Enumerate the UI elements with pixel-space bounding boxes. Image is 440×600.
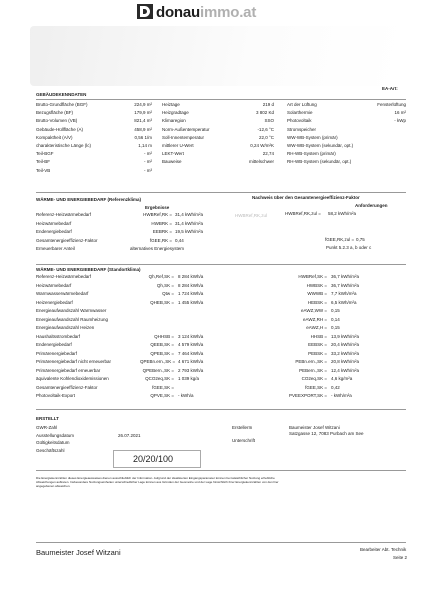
sk-symbol: QPEBern.,SK = xyxy=(142,367,174,373)
nachweis-heading: Nachweis über den Gesamtenergieeffizienz-Faktor xyxy=(252,195,360,200)
sk-label: Energieaufwandszahl Heizen xyxy=(36,325,95,330)
sk-right-symbol: HEBSK = xyxy=(307,299,327,305)
erstellt-label: Ausstellungsdatum xyxy=(36,432,75,438)
ersteller-address: Satzgasse 12, 7083 Purbach am See xyxy=(289,431,364,436)
sk-right-value: 0,15 xyxy=(331,308,340,313)
geb-value: - m² xyxy=(144,159,152,165)
ergebnisse-label: Ergebnisse xyxy=(145,205,170,210)
erstellt-label: GWR-Zahl xyxy=(36,425,58,430)
footer-name: Baumeister Josef Witzani xyxy=(36,548,121,557)
geb-label: RH-WB-System (sekundär, opt.) xyxy=(287,159,352,165)
punkt-text: Punkt 5.2.3 a, b oder c xyxy=(326,245,372,250)
sk-value: 1 455 kWh/a xyxy=(178,299,204,305)
sk-label: äquivalente Kohlendioxidemissionen xyxy=(36,376,109,381)
sk-value: - kWh/a xyxy=(178,393,194,398)
ref-label: Referenz-Heizwärmebedarf xyxy=(36,212,92,217)
geb-value: 219 d xyxy=(262,102,274,107)
req-hwb-symbol: HWBRef,RK,zul = xyxy=(285,211,321,216)
section-heading-geb: GEBÄUDEKENNDATEN xyxy=(36,92,87,97)
anforderungen-label: Anforderungen xyxy=(355,203,388,208)
geb-label: Brutto-Volumen (VB) xyxy=(36,118,78,124)
geb-value: 16 m² xyxy=(394,110,406,116)
sk-label: Gesamtenergieeffizienz-Faktor xyxy=(36,384,98,390)
geb-label: RH-WB-System (primär) xyxy=(287,151,336,157)
sk-right-value: 0,15 xyxy=(331,325,340,330)
geb-label: Teil-BGF xyxy=(36,151,54,157)
sk-right-symbol: EEBSK = xyxy=(308,342,327,347)
ref-symbol: EEBRK = xyxy=(152,229,172,234)
geb-value: Fensterlüftung xyxy=(377,102,406,107)
geb-label: Heiztage xyxy=(162,102,180,107)
sk-right-value: 0,42 xyxy=(331,384,340,390)
ref-label: Heizwärmebedarf xyxy=(36,220,72,226)
logo-text xyxy=(156,5,256,20)
sk-label: Energieaufwandszahl Raumheizung xyxy=(36,316,109,322)
sk-right-symbol: WWWB = xyxy=(307,291,327,296)
sk-right-symbol: HHSB = xyxy=(310,333,327,339)
grey-symbol: HWBRef,RK,zul xyxy=(235,213,268,218)
sk-value: 7 464 kWh/a xyxy=(178,350,204,356)
sk-label: Photovoltaik-Export xyxy=(36,393,76,398)
sk-right-value: 12,4 kWh/m²a xyxy=(331,367,360,373)
geb-label: Gebäude-Hüllfläche (A) xyxy=(36,126,84,132)
ref-label: Erneuerbarer Anteil xyxy=(36,246,75,251)
disclaimer-line: Die Energiekennzahlen dieses Energieausweises dienen ausschließlich der Information. Aufgrund der idealisierten Eingangsparameter können bei tatsächlicher Nutzung erhebliche xyxy=(36,477,275,480)
sk-symbol: QPEBn.ern.,SK = xyxy=(140,359,176,364)
sk-symbol: Qtw = xyxy=(162,291,174,296)
sk-label: Primärenergiebedarf nicht erneuerbar xyxy=(36,359,112,364)
sk-value: 3 124 kWh/a xyxy=(178,333,204,339)
ref-value: alternatives Energiesystem xyxy=(130,246,185,251)
geb-label: Klimaregion xyxy=(162,118,186,124)
erstellt-value: 26.07.2021 xyxy=(118,432,141,438)
sk-symbol: QEEB,SK = xyxy=(150,342,174,347)
sk-right-value: 6,5 kWh/m²a xyxy=(331,299,357,305)
footer-page-number: Seite 2 xyxy=(393,555,408,560)
sk-right-symbol: eAWZ,WW = xyxy=(301,308,327,313)
sk-right-symbol: PEBern.,SK = xyxy=(299,367,327,373)
sk-value: 4 671 kWh/a xyxy=(178,359,204,364)
section-heading-ref: WÄRME- UND ENERGIEBEDARF (Referenzklima) xyxy=(36,197,142,202)
geb-value: mittelschwer xyxy=(248,159,274,165)
geb-label: Stromspeicher xyxy=(287,126,317,132)
sk-label: Haushaltsstrombedarf xyxy=(36,333,81,339)
req-fgee-symbol: fGEE,RK,zul = xyxy=(325,237,355,242)
geb-value: 821,4 m³ xyxy=(134,118,152,124)
erstellt-label: Gültigkeitsdatum xyxy=(36,440,70,445)
scan-smudge xyxy=(30,26,400,86)
sk-right-value: 0,14 xyxy=(331,316,340,322)
geb-label: Soll-Innentemperatur xyxy=(162,134,205,140)
logo-d-icon xyxy=(137,4,153,19)
geb-value: SSO xyxy=(264,118,274,124)
geb-label: WW-WB-System (sekundär, opt.) xyxy=(287,143,354,148)
sk-right-symbol: eAWZ,RH = xyxy=(303,316,327,322)
sk-right-value: 33,2 kWh/m²a xyxy=(331,350,360,356)
sk-right-value: 4,6 kg/m²a xyxy=(331,376,353,381)
geb-label: Bauweise xyxy=(162,159,182,165)
sk-label: Primärenergiebedarf erneuerbar xyxy=(36,367,101,373)
geb-label: Bezugsfläche (BF) xyxy=(36,110,74,116)
geb-value: -12,6 °C xyxy=(257,126,274,132)
sk-right-value: 20,8 kWh/m²a xyxy=(331,359,360,364)
sk-label: Endenergiebedarf xyxy=(36,342,72,347)
logo-brand-light: immo.at xyxy=(200,4,257,21)
geb-label: mittlerer U-Wert xyxy=(162,143,194,148)
disclaimer-line: Abweichungen auftreten. Insbesondere Nutzungseinheiten unterschiedlicher Lage können aus Gründen der Geometrie und der Lage hinsichtlich ihrer Energiekennzahlen von den hier xyxy=(36,481,279,485)
sk-right-value: 7,7 kWh/m²a xyxy=(331,291,357,296)
sk-value: 1 039 kg/a xyxy=(178,376,200,381)
sk-symbol: fGEE,SK = xyxy=(152,384,174,390)
ersteller-name: Baumeister Josef Witzani xyxy=(289,425,340,430)
geb-label: LEKT-Wert xyxy=(162,151,184,157)
sk-symbol: Qh,Ref,SK = xyxy=(148,274,174,279)
footer-department: Bearbeiter Abt. Technik xyxy=(360,547,407,552)
sk-label: Primärenergiebedarf xyxy=(36,350,78,356)
sk-right-value: 36,7 kWh/m²a xyxy=(331,274,360,279)
geb-label: Kompaktheit (A/V) xyxy=(36,134,73,140)
geb-value: 22,0 °C xyxy=(258,134,274,140)
sk-right-value: 36,7 kWh/m²a xyxy=(331,282,360,288)
ea-art-label: EA-Art: xyxy=(382,86,398,91)
divider xyxy=(36,99,406,100)
sk-right-symbol: HWBSK = xyxy=(306,282,327,288)
ref-symbol: fGEE,RK = xyxy=(149,237,172,243)
geb-label: Teil-BF xyxy=(36,159,51,165)
geb-value: 22,74 xyxy=(262,151,274,157)
geb-value: 0,24 W/m²K xyxy=(250,143,274,148)
ref-value: 0,44 xyxy=(175,237,184,243)
sk-symbol: QPVE,SK = xyxy=(150,393,174,398)
ref-symbol: HWBRK = xyxy=(151,220,172,226)
geb-value: - m² xyxy=(144,151,152,157)
sk-label: Heizwärmebedarf xyxy=(36,282,72,288)
sk-label: Energieaufwandszahl Warmwasser xyxy=(36,308,107,313)
geb-value: - kWp xyxy=(394,118,406,124)
footer-divider xyxy=(36,542,406,543)
sk-right-symbol: HWBRef,SK = xyxy=(298,274,327,279)
section-heading-erstellt: ERSTELLT xyxy=(36,416,59,421)
sk-value: 8 284 kWh/a xyxy=(178,274,204,279)
sk-value: 8 284 kWh/a xyxy=(178,282,204,288)
sk-label: Referenz-Heizwärmebedarf xyxy=(36,274,92,279)
sk-right-symbol: PVEEXPORT,SK = xyxy=(288,393,327,398)
ersteller-label: ErstellerIn xyxy=(232,425,253,430)
logo-brand-dark: donau xyxy=(156,4,200,21)
sk-symbol: QPEB,SK = xyxy=(150,350,174,356)
sk-right-symbol: CO2eq,SK = xyxy=(301,376,327,381)
geb-label: Art der Lüftung xyxy=(287,102,317,107)
req-hwb-value: 58,2 kWh/m²a xyxy=(328,211,357,216)
geb-label: Photovoltaik xyxy=(287,118,312,124)
sk-symbol: QHHSB = xyxy=(154,333,174,339)
sk-right-value: 20,4 kWh/m²a xyxy=(331,342,360,347)
sk-right-symbol: PEBn.ern.,SK = xyxy=(295,359,327,364)
stamp-text: 20/20/100 xyxy=(133,454,174,464)
sk-symbol: QCO2eq,SK = xyxy=(145,376,174,381)
sk-label: Warmwasserwärmebedarf xyxy=(36,291,89,296)
ref-symbol: HWBRef,RK = xyxy=(143,212,172,217)
sk-value: 1 724 kWh/a xyxy=(178,291,204,296)
sk-value: 2 793 kWh/a xyxy=(178,367,204,373)
geb-value: 458,9 m² xyxy=(134,126,152,132)
geb-value: 1,14 m xyxy=(138,143,152,148)
geb-label: WW-WB-System (primär) xyxy=(287,134,338,140)
sk-label: Heizenergiebedarf xyxy=(36,299,73,305)
divider xyxy=(36,192,406,193)
section-heading-sk: WÄRME- UND ENERGIEBEDARF (Standortklima) xyxy=(36,267,141,272)
unterschrift-label: Unterschrift xyxy=(232,438,256,443)
geb-label: Solarthermie xyxy=(287,110,313,116)
sk-symbol: Qh,SK = xyxy=(156,282,174,288)
geb-label: Norm-Außentemperatur xyxy=(162,126,210,132)
divider xyxy=(36,264,406,265)
geb-label: Teil-VB xyxy=(36,167,51,173)
ref-label: Gesamtenergieeffizienz-Faktor xyxy=(36,237,98,243)
sk-right-symbol: eAWZ,H = xyxy=(306,325,327,330)
geb-label: charakteristische Länge (lc) xyxy=(36,143,92,148)
sk-right-value: - kWh/m²a xyxy=(331,393,352,398)
geb-label: Brutto-Grundfläche (BGF) xyxy=(36,102,88,107)
erstellt-label: Geschäftszahl xyxy=(36,447,65,453)
geb-value: 224,9 m² xyxy=(134,102,152,107)
sk-value: 4 579 kWh/a xyxy=(178,342,204,347)
geb-value: - m³ xyxy=(144,167,152,173)
disclaimer-line: angegebenen abweichen. xyxy=(36,485,71,489)
sk-right-symbol: fGEE,SK = xyxy=(305,384,327,390)
geb-value: 3 802 Kd xyxy=(255,110,274,116)
sk-symbol: QHEB,SK = xyxy=(150,299,174,305)
geb-label: Heizgradtage xyxy=(162,110,189,116)
divider xyxy=(36,470,406,471)
ref-value: 31,4 kWh/m²a xyxy=(175,220,204,226)
ref-value: 19,5 kWh/m²a xyxy=(175,229,204,234)
divider xyxy=(36,409,406,410)
ref-value: 31,4 kWh/m²a xyxy=(175,212,204,217)
ref-label: Endenergiebedarf xyxy=(36,229,72,234)
sk-right-value: 13,9 kWh/m²a xyxy=(331,333,360,339)
sk-right-symbol: PEBSK = xyxy=(308,350,327,356)
req-fgee-value: 0,75 xyxy=(356,237,365,242)
geb-value: 179,9 m² xyxy=(134,110,152,116)
geb-value: 0,56 1/m xyxy=(134,134,152,140)
